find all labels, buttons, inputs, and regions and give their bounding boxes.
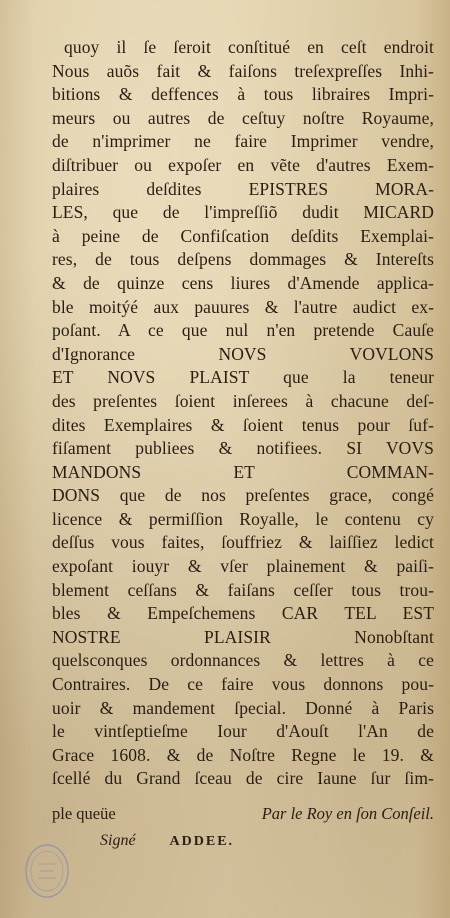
text-line: à peine de Confiſcation deſdits Exemplai- — [52, 225, 434, 246]
text-line: le vintſeptieſme Iour d'Aouſt l'An de — [52, 721, 434, 742]
text-line: MANDONS ET COMMAN- — [52, 461, 434, 482]
text-line: quoy il ſe ſeroit conſtitué en ceſt endroit — [64, 37, 434, 57]
text-line: bitions & deffences à tous libraires Impri- — [52, 84, 434, 105]
text-line: DONS que de nos preſentes grace, congé — [52, 485, 434, 506]
library-stamp-icon — [22, 842, 72, 900]
text-line: des preſentes ſoient inſerees à chacune deſ- — [52, 390, 434, 411]
text-line: diſtribuer ou expoſer en vẽte d'autres Exem- — [52, 154, 434, 175]
signature-row — [100, 832, 234, 850]
signer-name: ADDEE. — [169, 834, 235, 849]
text-line: NOSTRE PLAISIR Nonobſtant — [52, 626, 434, 647]
text-line: ſcellé du Grand ſceau de cire Iaune ſur ſim- — [52, 768, 434, 789]
text-line: res, de tous deſpens dommages & Intereſts — [52, 249, 434, 270]
text-line: quelsconques ordonnances & lettres à ce — [52, 650, 434, 671]
text-line: licence & permiſſion Royalle, le contenu cy — [52, 508, 434, 529]
text-line: uoir & mandement ſpecial. Donné à Paris — [52, 697, 434, 718]
text-line: Contraires. De ce faire vous donnons pou- — [52, 674, 434, 695]
text-line: ble moitýé aux pauures & l'autre audict ex- — [52, 296, 434, 317]
text-line: & de quinze cens liures d'Amende applica- — [52, 272, 434, 293]
text-line: LES, que de l'impreſſiõ dudit MICARD — [52, 202, 434, 223]
text-line: expoſant iouyr & vſer plainement & paiſi- — [52, 556, 434, 577]
text-line: Grace 1608. & de Noſtre Regne le 19. & — [52, 744, 434, 765]
closing-text: ple queüe — [52, 804, 116, 823]
text-line: fiſament publiees & notifiees. SI VOVS — [52, 438, 434, 459]
council-attribution: Par le Roy en ſon Conſeil. — [261, 804, 434, 823]
text-line: blement ceſſans & faiſans ceſſer tous trou- — [52, 579, 434, 600]
text-line: plaires deſdites EPISTRES MORA- — [52, 178, 434, 199]
text-line: Nous auõs fait & faiſons treſexpreſſes Inhi- — [52, 60, 434, 81]
privilege-text — [52, 36, 434, 791]
text-line: poſant. A ce que nul n'en pretende Cauſe — [52, 320, 434, 341]
text-line: ET NOVS PLAIST que la teneur — [52, 367, 434, 388]
text-line: de n'imprimer ne faire Imprimer vendre, — [52, 131, 434, 152]
text-line: bles & Empeſchemens CAR TEL EST — [52, 603, 434, 624]
text-line: dites Exemplaires & ſoient tenus pour ſuf- — [52, 414, 434, 435]
text-line: deſſus vous faites, ſouffriez & laiſſiez ledict — [52, 532, 434, 553]
text-line: meurs ou autres de ceſtuy noſtre Royaume, — [52, 107, 434, 128]
text-line: d'Ignorance NOVS VOVLONS — [52, 343, 434, 364]
signed-label: Signé — [100, 832, 136, 849]
